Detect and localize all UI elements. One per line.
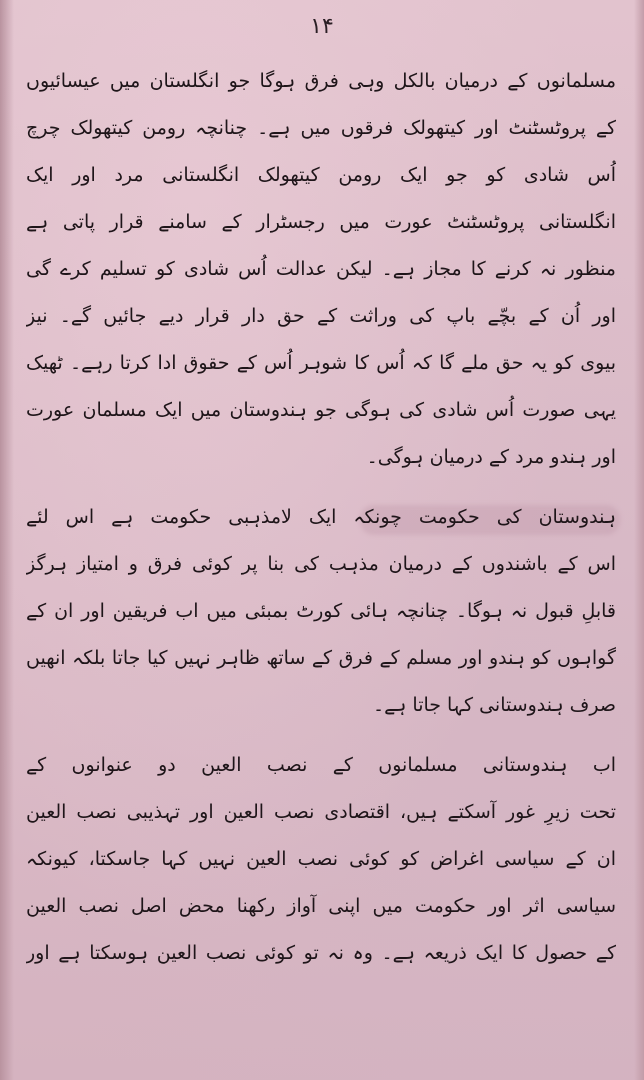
page-edge-shadow-right: [634, 0, 644, 1080]
text-line: اب ہندوستانی مسلمانوں کے نصب العین دو عنوانوں کے: [26, 754, 616, 776]
text-line: گواہوں کو ہندو اور مسلم کے فرق کے ساتھ ظاہر نہیں کیا جاتا بلکہ انھیں: [26, 647, 616, 669]
text-line: ان کے سیاسی اغراض کو کوئی نصب العین نہیں کہا جاسکتا، کیونکہ: [26, 848, 616, 870]
text-line: کے حصول کا ایک ذریعہ ہے۔ وہ نہ تو کوئی نصب العین ہوسکتا ہے اور: [26, 942, 616, 964]
text-line: کے پروٹسٹنٹ اور کیتھولک فرقوں میں ہے۔ چنانچہ رومن کیتھولک چرچ: [26, 117, 616, 139]
page-edge-shadow-left: [0, 0, 14, 1080]
text-line: اُس شادی کو جو ایک رومن کیتھولک انگلستانی مرد اور ایک: [26, 164, 616, 186]
text-line: بیوی کو یہ حق ملے گا کہ اُس کا شوہر اُس کے حقوق ادا کرتا رہے۔ ٹھیک: [26, 352, 616, 374]
text-line: یہی صورت اُس شادی کی ہوگی جو ہندوستان میں ایک مسلمان عورت: [26, 399, 616, 421]
text-line: قابلِ قبول نہ ہوگا۔ چنانچہ ہائی کورٹ بمبئی میں اب فریقین اور ان کے: [26, 600, 616, 622]
text-line: اور ہندو مرد کے درمیان ہوگی۔: [366, 446, 616, 468]
text-line: اور اُن کے بچّے باپ کی وراثت کے حق دار قرار دیے جائیں گے۔ نیز: [26, 305, 616, 327]
text-line: ہندوستان کی حکومت چونکہ ایک لامذہبی حکومت ہے اس لئے: [26, 506, 616, 528]
text-line: تحت زیرِ غور آسکتے ہیں، اقتصادی نصب العین اور تہذیبی نصب العین: [26, 801, 616, 823]
text-line: مسلمانوں کے درمیان بالکل وہی فرق ہوگا جو انگلستان میں عیسائیوں: [26, 70, 616, 92]
text-line: اس کے باشندوں کے درمیان مذہب کی بنا پر کوئی فرق و امتیاز ہرگز: [26, 553, 616, 575]
text-line: صرف ہندوستانی کہا جاتا ہے۔: [372, 694, 616, 716]
text-line: انگلستانی پروٹسٹنٹ عورت میں رجسٹرار کے سامنے قرار پاتی ہے: [26, 211, 616, 233]
text-line: منظور نہ کرنے کا مجاز ہے۔ لیکن عدالت اُس شادی کو تسلیم کرے گی: [26, 258, 616, 280]
paragraph-gap: [26, 729, 616, 742]
page-number: ۱۴: [310, 14, 334, 39]
body-text: [26, 58, 616, 977]
paragraph-gap: [26, 481, 616, 494]
text-line: سیاسی اثر اور حکومت میں اپنی آواز رکھنا محض اصل نصب العین: [26, 895, 616, 917]
